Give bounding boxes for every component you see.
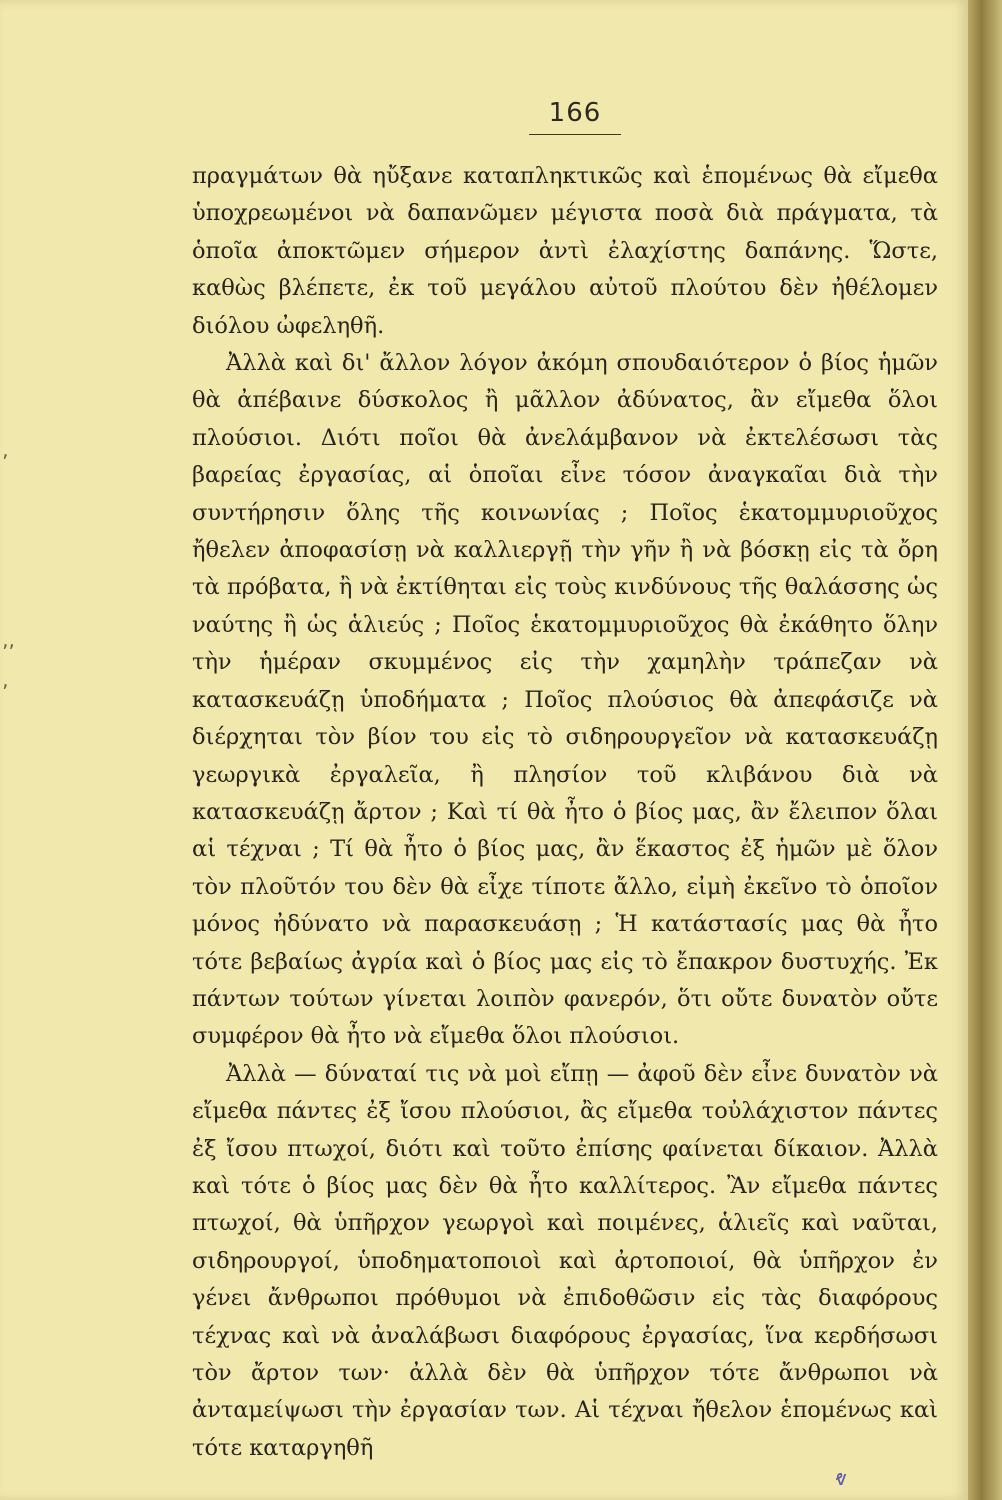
- margin-tick-mark: ʼ: [2, 680, 9, 704]
- page-number-text: 166: [548, 98, 602, 128]
- ink-mark-icon: ⱴ: [835, 1466, 847, 1490]
- margin-tick-mark: ʼ: [2, 450, 9, 474]
- paragraph-1: πραγμάτων θὰ ηὔξανε καταπληκτικῶς καὶ ἑπομένως θὰ εἴμεθα ὑποχρεωμένοι νὰ δαπανῶμεν μέγιστα ποσὰ διὰ πράγματα, τὰ ὁποῖα ἀποκτῶμεν σήμερον ἀντὶ ἐλαχίστης δαπάνης. Ὥστε, καθὼς βλέπετε, ἐκ τοῦ μεγάλου αὐτοῦ πλούτου δὲν ἠθέλομεν διόλου ὠφεληθῆ.: [192, 163, 938, 339]
- paragraph-2: Ἀλλὰ καὶ δι' ἄλλον λόγον ἀκόμη σπουδαιότερον ὁ βίος ἡμῶν θὰ ἀπέβαινε δύσκολος ἢ μᾶλλον ἀδύνατος, ἂν εἴμεθα ὅλοι πλούσιοι. Διότι ποῖοι θὰ ἀνελάμβανον νὰ ἐκτελέσωσι τὰς βαρείας ἐργασίας, αἱ ὁποῖαι εἶνε τόσον ἀναγκαῖαι διὰ τὴν συντήρησιν ὅλης τῆς κοινωνίας ; Ποῖος ἑκατομμυριοῦχος ἤθελεν ἀποφασίσῃ νὰ καλλιεργῇ τὴν γῆν ἢ νὰ βόσκῃ εἰς τὰ ὄρη τὰ πρόβατα, ἢ νὰ ἐκτίθηται εἰς τοὺς κινδύνους τῆς θαλάσσης ὡς ναύτης ἢ ὡς ἁλιεύς ; Ποῖος ἑκατομμυριοῦχος θὰ ἐκάθητο ὅλην τὴν ἡμέραν σκυμμένος εἰς τὴν χαμηλὴν τράπεζαν νὰ κατασκευάζῃ ὑποδήματα ; Ποῖος πλούσιος θὰ ἀπεφάσιζε νὰ διέρχηται τὸν βίον του εἰς τὸ σιδηρουργεῖον νὰ κατασκευάζῃ γεωργικὰ ἐργαλεῖα, ἢ πλησίον τοῦ κλιβάνου διὰ νὰ κατασκευάζῃ ἄρτον ; Καὶ τί θὰ ἦτο ὁ βίος μας, ἂν ἔλειπον ὅλαι αἱ τέχναι ; Τί θὰ ἦτο ὁ βίος μας, ἂν ἕκαστος ἐξ ἡμῶν μὲ ὅλον τὸν πλοῦτόν του δὲν θὰ εἶχε τίποτε ἄλλο, εἰμὴ ἐκεῖνο τὸ ὁποῖον μόνος ἠδύνατο νὰ παρασκευάσῃ ; Ἡ κατάστασίς μας θὰ ἦτο τότε βεβαίως ἀγρία καὶ ὁ βίος μας εἰς τὸ ἔπακρον δυστυχής. Ἐκ πάντων τούτων γίνεται λοιπὸν φανερόν, ὅτι οὔτε δυνατὸν οὔτε συμφέρον θὰ ἦτο νὰ εἴμεθα ὅλοι πλούσιοι.: [192, 350, 938, 1050]
- book-spine: [968, 0, 1002, 1500]
- page-number-underline: [529, 134, 621, 135]
- margin-tick-mark: ʼʼ: [2, 640, 15, 664]
- body-text: [192, 158, 938, 1467]
- page-number: [0, 98, 1002, 135]
- paragraph-3: Ἀλλὰ — δύναταί τις νὰ μοὶ εἴπῃ — ἀφοῦ δὲν εἶνε δυνατὸν νὰ εἴμεθα πάντες ἐξ ἴσου πλούσιοι, ἂς εἴμεθα τοὐλάχιστον πάντες ἐξ ἴσου πτωχοί, διότι καὶ τοῦτο ἐπίσης φαίνεται δίκαιον. Ἀλλὰ καὶ τότε ὁ βίος μας δὲν θὰ ἦτο καλλίτερος. Ἂν εἴμεθα πάντες πτωχοί, θὰ ὑπῆρχον γεωργοὶ καὶ ποιμένες, ἁλιεῖς καὶ ναῦται, σιδηρουργοί, ὑποδηματοποιοὶ καὶ ἀρτοποιοί, θὰ ὑπῆρχον ἐν γένει ἄνθρωποι πρόθυμοι νὰ ἐπιδοθῶσιν εἰς τὰς διαφόρους τέχνας καὶ νὰ ἀναλάβωσι διαφόρους ἐργασίας, ἵνα κερδήσωσι τὸν ἄρτον των· ἀλλὰ δὲν θὰ ὑπῆρχον τότε ἄνθρωποι νὰ ἀνταμείψωσι τὴν ἐργασίαν των. Αἱ τέχναι ἤθελον ἑπομένως καὶ τότε καταργηθῆ: [192, 1060, 938, 1461]
